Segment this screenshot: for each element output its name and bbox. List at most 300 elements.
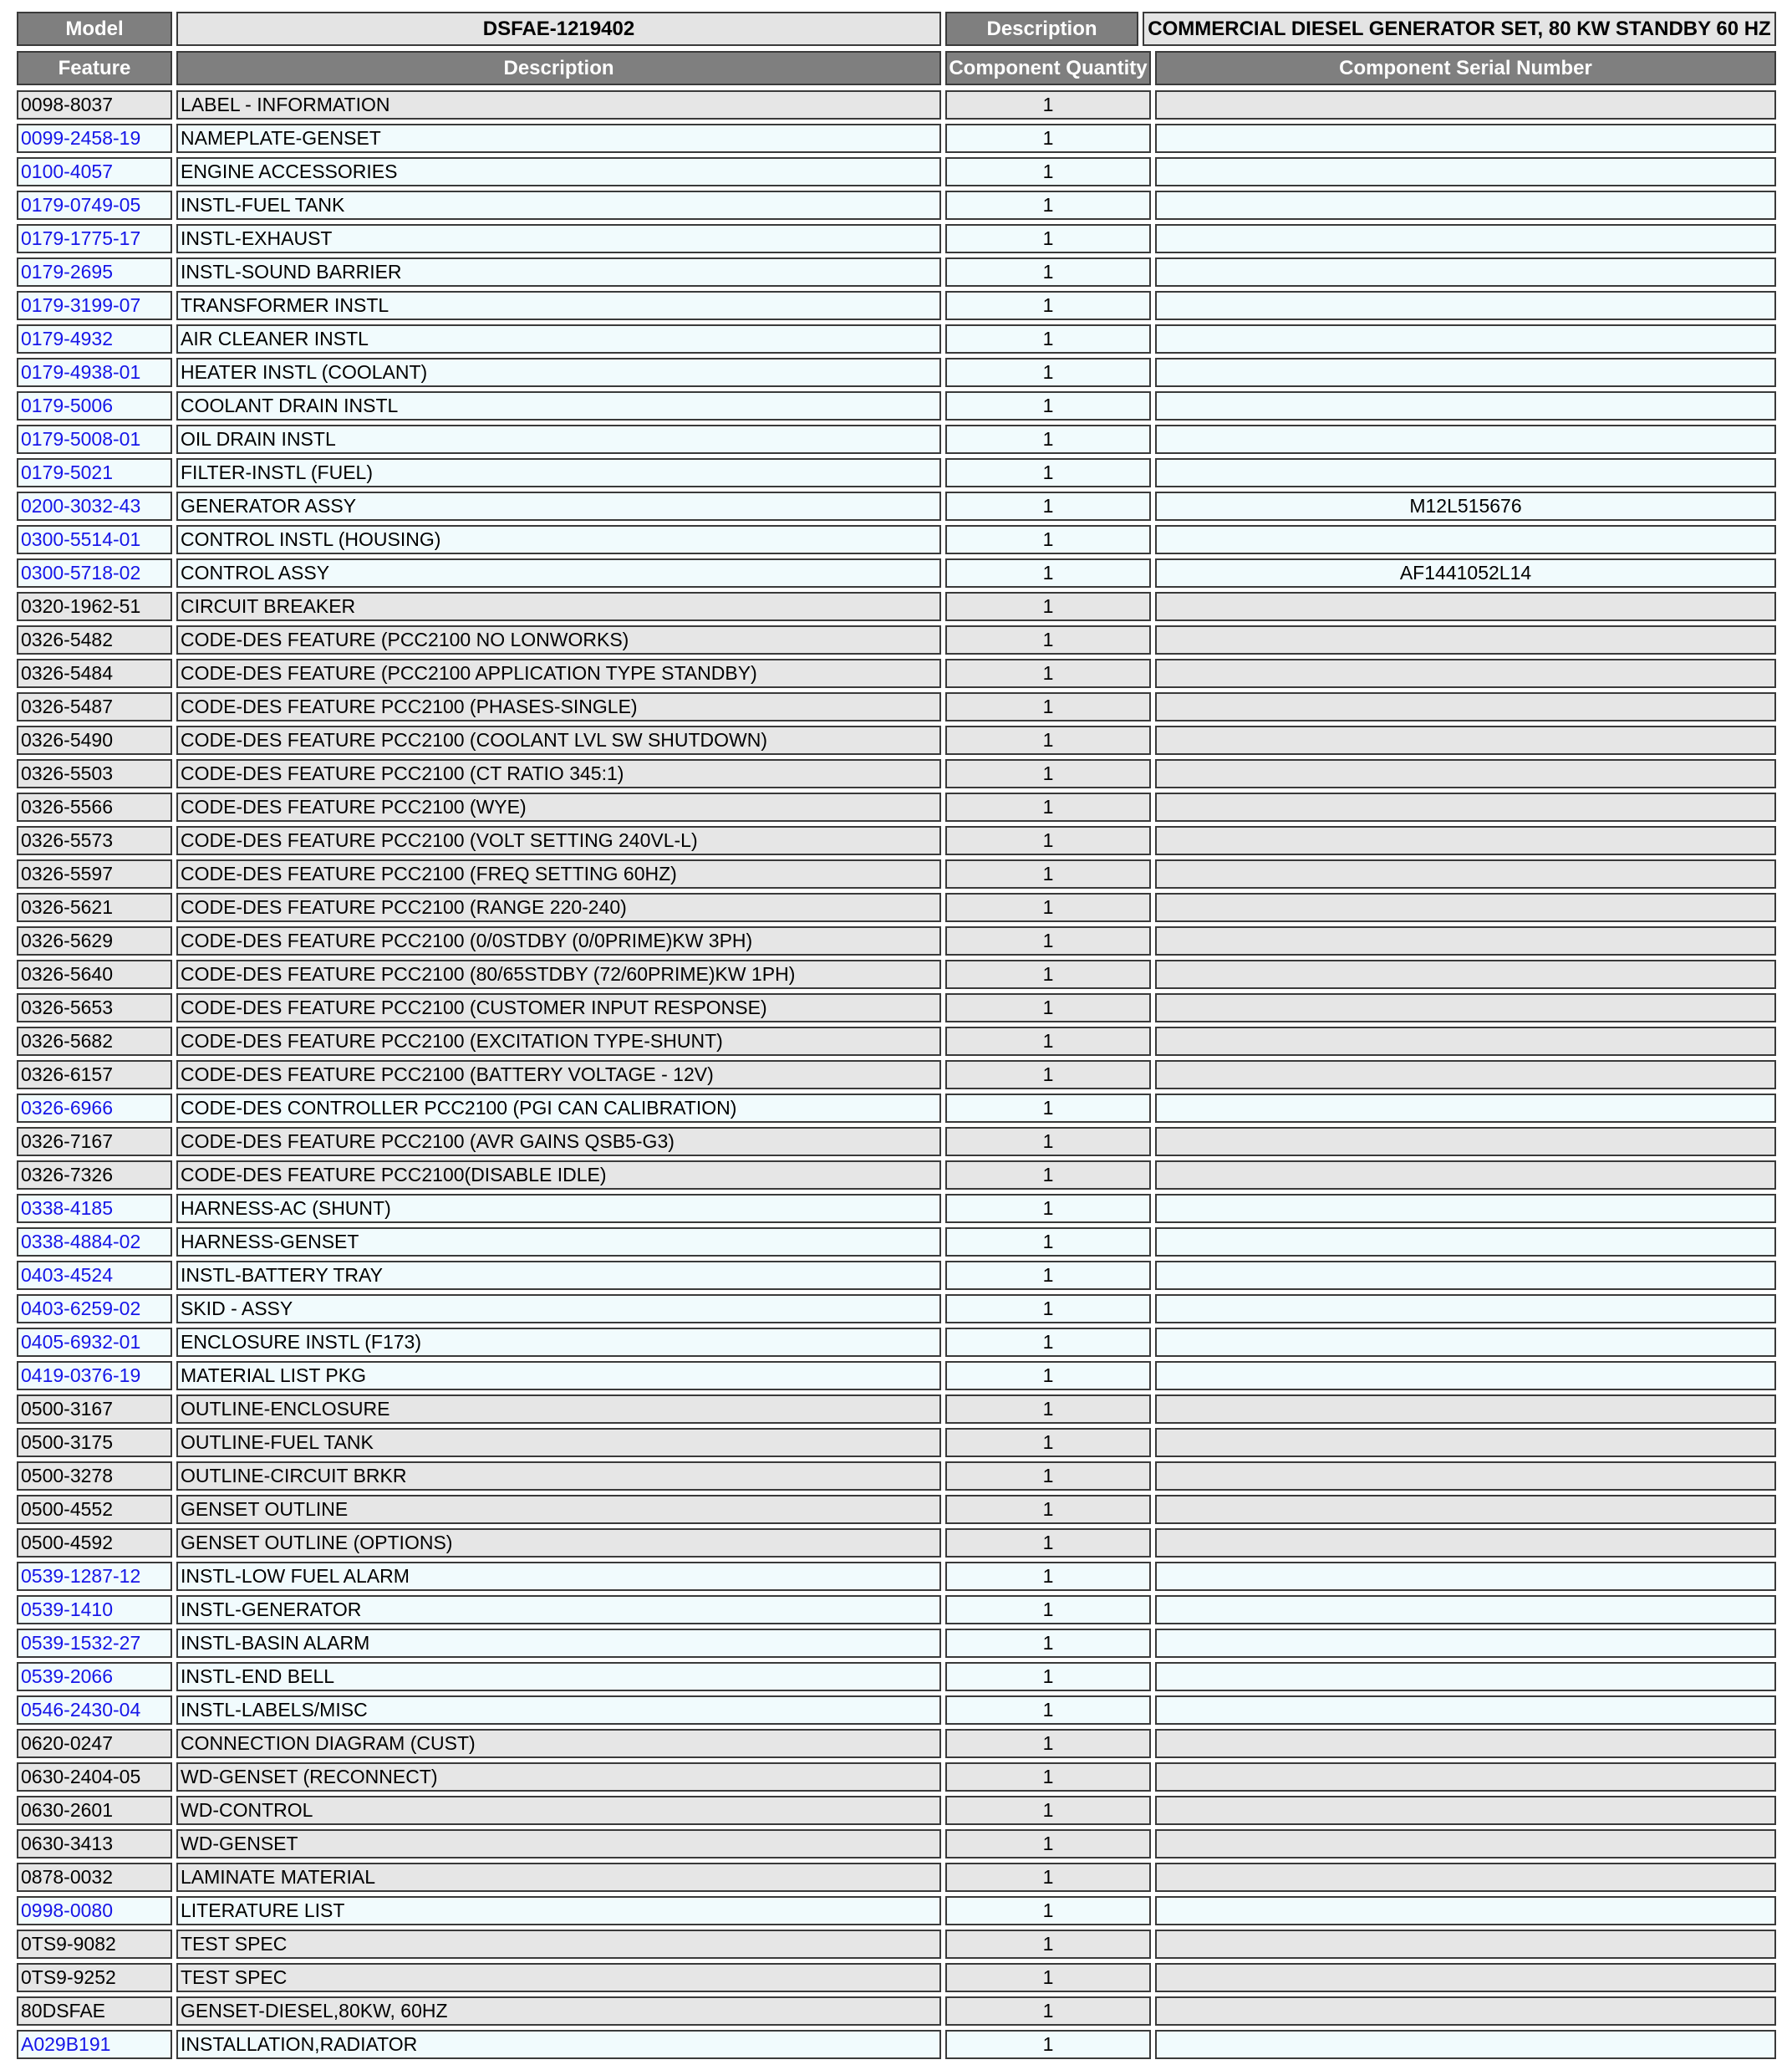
table-row xyxy=(17,1963,1780,1992)
quantity-cell: 1 xyxy=(945,1896,1151,1925)
table-row xyxy=(17,1762,1780,1792)
table-row xyxy=(17,324,1780,354)
feature-cell[interactable]: 0300-5718-02 xyxy=(17,558,172,588)
table-row xyxy=(17,1796,1780,1825)
table-row xyxy=(17,1294,1780,1323)
serial-number-cell xyxy=(1155,826,1776,855)
serial-number-cell xyxy=(1155,659,1776,688)
quantity-cell: 1 xyxy=(945,358,1151,387)
description-cell: CODE-DES FEATURE PCC2100 (VOLT SETTING 240VL-L) xyxy=(176,826,941,855)
quantity-cell: 1 xyxy=(945,692,1151,721)
description-cell: CODE-DES FEATURE PCC2100 (FREQ SETTING 60HZ) xyxy=(176,859,941,889)
table-row xyxy=(17,1595,1780,1624)
table-row xyxy=(17,1160,1780,1190)
feature-cell[interactable]: 0419-0376-19 xyxy=(17,1361,172,1390)
table-row xyxy=(17,1394,1780,1424)
quantity-cell: 1 xyxy=(945,1428,1151,1457)
quantity-cell: 1 xyxy=(945,1662,1151,1691)
quantity-cell: 1 xyxy=(945,257,1151,287)
serial-number-cell xyxy=(1155,993,1776,1022)
description-cell: INSTL-END BELL xyxy=(176,1662,941,1691)
description-cell: CONTROL INSTL (HOUSING) xyxy=(176,525,941,554)
quantity-cell: 1 xyxy=(945,926,1151,956)
table-row xyxy=(17,358,1780,387)
serial-number-cell xyxy=(1155,1160,1776,1190)
description-cell: COOLANT DRAIN INSTL xyxy=(176,391,941,421)
serial-number-cell: M12L515676 xyxy=(1155,492,1776,521)
table-row xyxy=(17,859,1780,889)
feature-cell: 0326-5566 xyxy=(17,793,172,822)
serial-number-cell xyxy=(1155,859,1776,889)
serial-number-cell xyxy=(1155,1996,1776,2026)
description-cell: WD-GENSET xyxy=(176,1829,941,1858)
quantity-cell: 1 xyxy=(945,1629,1151,1658)
serial-number-cell xyxy=(1155,425,1776,454)
description-cell: INSTL-GENERATOR xyxy=(176,1595,941,1624)
table-row xyxy=(17,1027,1780,1056)
feature-cell: 0500-4552 xyxy=(17,1495,172,1524)
serial-number-cell xyxy=(1155,759,1776,788)
description-cell: CODE-DES FEATURE PCC2100 (COOLANT LVL SW SHUTDOWN) xyxy=(176,726,941,755)
col-header-serial: Component Serial Number xyxy=(1155,51,1776,85)
table-row xyxy=(17,1361,1780,1390)
feature-cell: 0098-8037 xyxy=(17,90,172,120)
quantity-cell: 1 xyxy=(945,1562,1151,1591)
description-cell: OUTLINE-CIRCUIT BRKR xyxy=(176,1461,941,1491)
model-value: DSFAE-1219402 xyxy=(176,12,941,46)
quantity-cell: 1 xyxy=(945,826,1151,855)
description-cell: CODE-DES FEATURE PCC2100 (WYE) xyxy=(176,793,941,822)
table-body xyxy=(17,90,1780,2059)
description-cell: LABEL - INFORMATION xyxy=(176,90,941,120)
col-header-feature: Feature xyxy=(17,51,172,85)
description-cell: AIR CLEANER INSTL xyxy=(176,324,941,354)
description-cell: CODE-DES FEATURE PCC2100 (PHASES-SINGLE) xyxy=(176,692,941,721)
feature-cell: 0630-3413 xyxy=(17,1829,172,1858)
table-row xyxy=(17,960,1780,989)
description-cell: CODE-DES FEATURE PCC2100 (80/65STDBY (72/60PRIME)KW 1PH) xyxy=(176,960,941,989)
feature-cell[interactable]: 0546-2430-04 xyxy=(17,1695,172,1725)
description-cell: OUTLINE-FUEL TANK xyxy=(176,1428,941,1457)
serial-number-cell xyxy=(1155,257,1776,287)
description-cell: HARNESS-AC (SHUNT) xyxy=(176,1194,941,1223)
table-row xyxy=(17,1695,1780,1725)
description-value: COMMERCIAL DIESEL GENERATOR SET, 80 KW STANDBY 60 HZ xyxy=(1143,12,1776,46)
description-cell: CODE-DES FEATURE PCC2100 (CT RATIO 345:1) xyxy=(176,759,941,788)
feature-cell[interactable]: 0539-1410 xyxy=(17,1595,172,1624)
feature-cell: 0326-5484 xyxy=(17,659,172,688)
feature-cell: 0500-3278 xyxy=(17,1461,172,1491)
quantity-cell: 1 xyxy=(945,759,1151,788)
table-row xyxy=(17,1127,1780,1156)
table-row xyxy=(17,1562,1780,1591)
feature-cell: 0878-0032 xyxy=(17,1863,172,1892)
serial-number-cell xyxy=(1155,1796,1776,1825)
quantity-cell: 1 xyxy=(945,458,1151,487)
quantity-cell: 1 xyxy=(945,525,1151,554)
serial-number-cell xyxy=(1155,1328,1776,1357)
feature-cell[interactable]: 0403-6259-02 xyxy=(17,1294,172,1323)
quantity-cell: 1 xyxy=(945,1963,1151,1992)
description-cell: CODE-DES FEATURE (PCC2100 APPLICATION TYPE STANDBY) xyxy=(176,659,941,688)
table-row xyxy=(17,1729,1780,1758)
description-cell: HEATER INSTL (COOLANT) xyxy=(176,358,941,387)
feature-cell[interactable]: 0405-6932-01 xyxy=(17,1328,172,1357)
quantity-cell: 1 xyxy=(945,1729,1151,1758)
serial-number-cell xyxy=(1155,1930,1776,1959)
model-header-row xyxy=(17,12,1780,46)
table-row xyxy=(17,1194,1780,1223)
quantity-cell: 1 xyxy=(945,191,1151,220)
quantity-cell: 1 xyxy=(945,1160,1151,1190)
description-cell: CODE-DES FEATURE (PCC2100 NO LONWORKS) xyxy=(176,625,941,655)
genset-config-table xyxy=(17,12,1780,2063)
feature-cell[interactable]: 0338-4185 xyxy=(17,1194,172,1223)
table-row xyxy=(17,1428,1780,1457)
quantity-cell: 1 xyxy=(945,558,1151,588)
description-cell: HARNESS-GENSET xyxy=(176,1227,941,1257)
feature-cell[interactable]: 0200-3032-43 xyxy=(17,492,172,521)
feature-cell[interactable]: A029B191 xyxy=(17,2030,172,2059)
quantity-cell: 1 xyxy=(945,993,1151,1022)
table-row xyxy=(17,90,1780,120)
description-cell: ENGINE ACCESSORIES xyxy=(176,157,941,186)
quantity-cell: 1 xyxy=(945,659,1151,688)
serial-number-cell xyxy=(1155,324,1776,354)
serial-number-cell xyxy=(1155,90,1776,120)
feature-cell[interactable]: 0179-5008-01 xyxy=(17,425,172,454)
quantity-cell: 1 xyxy=(945,1762,1151,1792)
table-row xyxy=(17,692,1780,721)
description-cell: INSTL-LOW FUEL ALARM xyxy=(176,1562,941,1591)
feature-cell: 0326-7326 xyxy=(17,1160,172,1190)
description-cell: TEST SPEC xyxy=(176,1930,941,1959)
table-row xyxy=(17,224,1780,253)
feature-cell: 0326-5482 xyxy=(17,625,172,655)
description-cell: INSTL-SOUND BARRIER xyxy=(176,257,941,287)
quantity-cell: 1 xyxy=(945,960,1151,989)
quantity-cell: 1 xyxy=(945,592,1151,621)
feature-cell[interactable]: 0179-4932 xyxy=(17,324,172,354)
serial-number-cell xyxy=(1155,926,1776,956)
quantity-cell: 1 xyxy=(945,1227,1151,1257)
feature-cell[interactable]: 0100-4057 xyxy=(17,157,172,186)
table-row xyxy=(17,1662,1780,1691)
table-row xyxy=(17,926,1780,956)
serial-number-cell xyxy=(1155,458,1776,487)
table-row xyxy=(17,1863,1780,1892)
description-cell: LAMINATE MATERIAL xyxy=(176,1863,941,1892)
table-row xyxy=(17,391,1780,421)
serial-number-cell xyxy=(1155,124,1776,153)
table-row xyxy=(17,157,1780,186)
feature-cell[interactable]: 0338-4884-02 xyxy=(17,1227,172,1257)
quantity-cell: 1 xyxy=(945,224,1151,253)
serial-number-cell xyxy=(1155,1963,1776,1992)
feature-cell[interactable]: 0403-4524 xyxy=(17,1261,172,1290)
description-cell: CODE-DES FEATURE PCC2100 (EXCITATION TYPE-SHUNT) xyxy=(176,1027,941,1056)
serial-number-cell xyxy=(1155,793,1776,822)
description-cell: CODE-DES FEATURE PCC2100 (0/0STDBY (0/0PRIME)KW 3PH) xyxy=(176,926,941,956)
quantity-cell: 1 xyxy=(945,859,1151,889)
feature-cell[interactable]: 0998-0080 xyxy=(17,1896,172,1925)
quantity-cell: 1 xyxy=(945,793,1151,822)
quantity-cell: 1 xyxy=(945,1194,1151,1223)
serial-number-cell xyxy=(1155,592,1776,621)
description-cell: INSTL-FUEL TANK xyxy=(176,191,941,220)
quantity-cell: 1 xyxy=(945,625,1151,655)
serial-number-cell xyxy=(1155,893,1776,922)
table-row xyxy=(17,124,1780,153)
table-row xyxy=(17,425,1780,454)
description-cell: TRANSFORMER INSTL xyxy=(176,291,941,320)
description-cell: CONTROL ASSY xyxy=(176,558,941,588)
table-row xyxy=(17,1461,1780,1491)
serial-number-cell xyxy=(1155,1027,1776,1056)
serial-number-cell xyxy=(1155,358,1776,387)
description-cell: NAMEPLATE-GENSET xyxy=(176,124,941,153)
quantity-cell: 1 xyxy=(945,291,1151,320)
serial-number-cell xyxy=(1155,960,1776,989)
description-cell: OUTLINE-ENCLOSURE xyxy=(176,1394,941,1424)
serial-number-cell xyxy=(1155,391,1776,421)
table-row xyxy=(17,492,1780,521)
quantity-cell: 1 xyxy=(945,90,1151,120)
description-cell: CODE-DES FEATURE PCC2100 (CUSTOMER INPUT RESPONSE) xyxy=(176,993,941,1022)
feature-cell: 0326-5487 xyxy=(17,692,172,721)
serial-number-cell xyxy=(1155,157,1776,186)
table-row xyxy=(17,826,1780,855)
feature-cell: 0500-3175 xyxy=(17,1428,172,1457)
serial-number-cell xyxy=(1155,1394,1776,1424)
model-label: Model xyxy=(17,12,172,46)
serial-number-cell xyxy=(1155,1461,1776,1491)
table-row xyxy=(17,458,1780,487)
table-row xyxy=(17,1261,1780,1290)
table-row xyxy=(17,592,1780,621)
table-row xyxy=(17,625,1780,655)
feature-cell: 0326-5621 xyxy=(17,893,172,922)
feature-cell[interactable]: 0539-1532-27 xyxy=(17,1629,172,1658)
serial-number-cell xyxy=(1155,1863,1776,1892)
quantity-cell: 1 xyxy=(945,1294,1151,1323)
feature-cell: 0630-2404-05 xyxy=(17,1762,172,1792)
feature-cell[interactable]: 0179-0749-05 xyxy=(17,191,172,220)
feature-cell[interactable]: 0326-6966 xyxy=(17,1094,172,1123)
description-cell: INSTL-LABELS/MISC xyxy=(176,1695,941,1725)
description-cell: TEST SPEC xyxy=(176,1963,941,1992)
serial-number-cell xyxy=(1155,1695,1776,1725)
table-row xyxy=(17,1829,1780,1858)
description-cell: GENSET OUTLINE xyxy=(176,1495,941,1524)
feature-cell[interactable]: 0099-2458-19 xyxy=(17,124,172,153)
table-row xyxy=(17,1060,1780,1089)
feature-cell[interactable]: 0539-2066 xyxy=(17,1662,172,1691)
table-row xyxy=(17,993,1780,1022)
feature-cell: 0TS9-9252 xyxy=(17,1963,172,1992)
feature-cell[interactable]: 0179-1775-17 xyxy=(17,224,172,253)
serial-number-cell xyxy=(1155,1562,1776,1591)
description-cell: WD-GENSET (RECONNECT) xyxy=(176,1762,941,1792)
description-cell: CODE-DES FEATURE PCC2100(DISABLE IDLE) xyxy=(176,1160,941,1190)
description-cell: GENSET-DIESEL,80KW, 60HZ xyxy=(176,1996,941,2026)
table-row xyxy=(17,1930,1780,1959)
col-header-quantity: Component Quantity xyxy=(945,51,1151,85)
table-row xyxy=(17,1495,1780,1524)
description-cell: SKID - ASSY xyxy=(176,1294,941,1323)
quantity-cell: 1 xyxy=(945,726,1151,755)
serial-number-cell xyxy=(1155,1595,1776,1624)
table-row xyxy=(17,257,1780,287)
feature-cell: 0326-7167 xyxy=(17,1127,172,1156)
serial-number-cell xyxy=(1155,1227,1776,1257)
description-cell: INSTL-BASIN ALARM xyxy=(176,1629,941,1658)
serial-number-cell xyxy=(1155,1762,1776,1792)
quantity-cell: 1 xyxy=(945,1863,1151,1892)
quantity-cell: 1 xyxy=(945,1996,1151,2026)
column-header-row xyxy=(17,51,1780,85)
description-cell: INSTL-EXHAUST xyxy=(176,224,941,253)
quantity-cell: 1 xyxy=(945,1528,1151,1558)
quantity-cell: 1 xyxy=(945,1094,1151,1123)
quantity-cell: 1 xyxy=(945,1595,1151,1624)
feature-cell[interactable]: 0539-1287-12 xyxy=(17,1562,172,1591)
quantity-cell: 1 xyxy=(945,1461,1151,1491)
feature-cell[interactable]: 0300-5514-01 xyxy=(17,525,172,554)
description-cell: WD-CONTROL xyxy=(176,1796,941,1825)
serial-number-cell xyxy=(1155,1094,1776,1123)
feature-cell: 0500-4592 xyxy=(17,1528,172,1558)
quantity-cell: 1 xyxy=(945,893,1151,922)
serial-number-cell xyxy=(1155,1428,1776,1457)
serial-number-cell xyxy=(1155,1896,1776,1925)
feature-cell: 0326-5573 xyxy=(17,826,172,855)
quantity-cell: 1 xyxy=(945,1394,1151,1424)
description-cell: LITERATURE LIST xyxy=(176,1896,941,1925)
feature-cell: 0326-5490 xyxy=(17,726,172,755)
quantity-cell: 1 xyxy=(945,1930,1151,1959)
quantity-cell: 1 xyxy=(945,391,1151,421)
serial-number-cell xyxy=(1155,1528,1776,1558)
quantity-cell: 1 xyxy=(945,324,1151,354)
serial-number-cell xyxy=(1155,1629,1776,1658)
quantity-cell: 1 xyxy=(945,1027,1151,1056)
quantity-cell: 1 xyxy=(945,1829,1151,1858)
description-cell: CODE-DES FEATURE PCC2100 (AVR GAINS QSB5-G3) xyxy=(176,1127,941,1156)
feature-cell[interactable]: 0179-3199-07 xyxy=(17,291,172,320)
serial-number-cell xyxy=(1155,1060,1776,1089)
serial-number-cell xyxy=(1155,1495,1776,1524)
description-cell: OIL DRAIN INSTL xyxy=(176,425,941,454)
serial-number-cell xyxy=(1155,525,1776,554)
serial-number-cell xyxy=(1155,2030,1776,2059)
feature-cell: 0326-5597 xyxy=(17,859,172,889)
serial-number-cell xyxy=(1155,692,1776,721)
table-row xyxy=(17,191,1780,220)
description-cell: CONNECTION DIAGRAM (CUST) xyxy=(176,1729,941,1758)
feature-cell: 0630-2601 xyxy=(17,1796,172,1825)
feature-cell: 0500-3167 xyxy=(17,1394,172,1424)
feature-cell: 0TS9-9082 xyxy=(17,1930,172,1959)
description-cell: INSTL-BATTERY TRAY xyxy=(176,1261,941,1290)
quantity-cell: 1 xyxy=(945,425,1151,454)
table-row xyxy=(17,1996,1780,2026)
serial-number-cell xyxy=(1155,1294,1776,1323)
feature-cell[interactable]: 0179-2695 xyxy=(17,257,172,287)
feature-cell: 0326-6157 xyxy=(17,1060,172,1089)
table-row xyxy=(17,525,1780,554)
feature-cell: 0326-5629 xyxy=(17,926,172,956)
table-row xyxy=(17,1227,1780,1257)
description-cell: GENSET OUTLINE (OPTIONS) xyxy=(176,1528,941,1558)
col-header-description: Description xyxy=(176,51,941,85)
description-label: Description xyxy=(945,12,1138,46)
quantity-cell: 1 xyxy=(945,124,1151,153)
quantity-cell: 1 xyxy=(945,1495,1151,1524)
quantity-cell: 1 xyxy=(945,1361,1151,1390)
serial-number-cell xyxy=(1155,191,1776,220)
serial-number-cell xyxy=(1155,726,1776,755)
table-row xyxy=(17,1094,1780,1123)
table-row xyxy=(17,726,1780,755)
quantity-cell: 1 xyxy=(945,492,1151,521)
serial-number-cell xyxy=(1155,1194,1776,1223)
feature-cell: 0326-5682 xyxy=(17,1027,172,1056)
quantity-cell: 1 xyxy=(945,1695,1151,1725)
table-row xyxy=(17,793,1780,822)
description-cell: CODE-DES CONTROLLER PCC2100 (PGI CAN CALIBRATION) xyxy=(176,1094,941,1123)
serial-number-cell xyxy=(1155,1662,1776,1691)
quantity-cell: 1 xyxy=(945,1261,1151,1290)
feature-cell[interactable]: 0179-5021 xyxy=(17,458,172,487)
table-row xyxy=(17,558,1780,588)
table-row xyxy=(17,659,1780,688)
description-cell: GENERATOR ASSY xyxy=(176,492,941,521)
feature-cell[interactable]: 0179-4938-01 xyxy=(17,358,172,387)
serial-number-cell xyxy=(1155,1361,1776,1390)
table-row xyxy=(17,759,1780,788)
feature-cell: 80DSFAE xyxy=(17,1996,172,2026)
feature-cell: 0326-5640 xyxy=(17,960,172,989)
serial-number-cell xyxy=(1155,1729,1776,1758)
table-row xyxy=(17,893,1780,922)
table-row xyxy=(17,2030,1780,2059)
feature-cell: 0620-0247 xyxy=(17,1729,172,1758)
serial-number-cell xyxy=(1155,1261,1776,1290)
table-row xyxy=(17,1328,1780,1357)
serial-number-cell xyxy=(1155,625,1776,655)
quantity-cell: 1 xyxy=(945,1060,1151,1089)
description-cell: ENCLOSURE INSTL (F173) xyxy=(176,1328,941,1357)
feature-cell: 0326-5653 xyxy=(17,993,172,1022)
quantity-cell: 1 xyxy=(945,2030,1151,2059)
serial-number-cell: AF1441052L14 xyxy=(1155,558,1776,588)
table-row xyxy=(17,1896,1780,1925)
feature-cell[interactable]: 0179-5006 xyxy=(17,391,172,421)
serial-number-cell xyxy=(1155,1127,1776,1156)
quantity-cell: 1 xyxy=(945,1796,1151,1825)
description-cell: INSTALLATION,RADIATOR xyxy=(176,2030,941,2059)
feature-cell: 0326-5503 xyxy=(17,759,172,788)
serial-number-cell xyxy=(1155,224,1776,253)
table-row xyxy=(17,291,1780,320)
table-row xyxy=(17,1528,1780,1558)
description-cell: CIRCUIT BREAKER xyxy=(176,592,941,621)
table-row xyxy=(17,1629,1780,1658)
description-cell: FILTER-INSTL (FUEL) xyxy=(176,458,941,487)
serial-number-cell xyxy=(1155,1829,1776,1858)
quantity-cell: 1 xyxy=(945,1127,1151,1156)
